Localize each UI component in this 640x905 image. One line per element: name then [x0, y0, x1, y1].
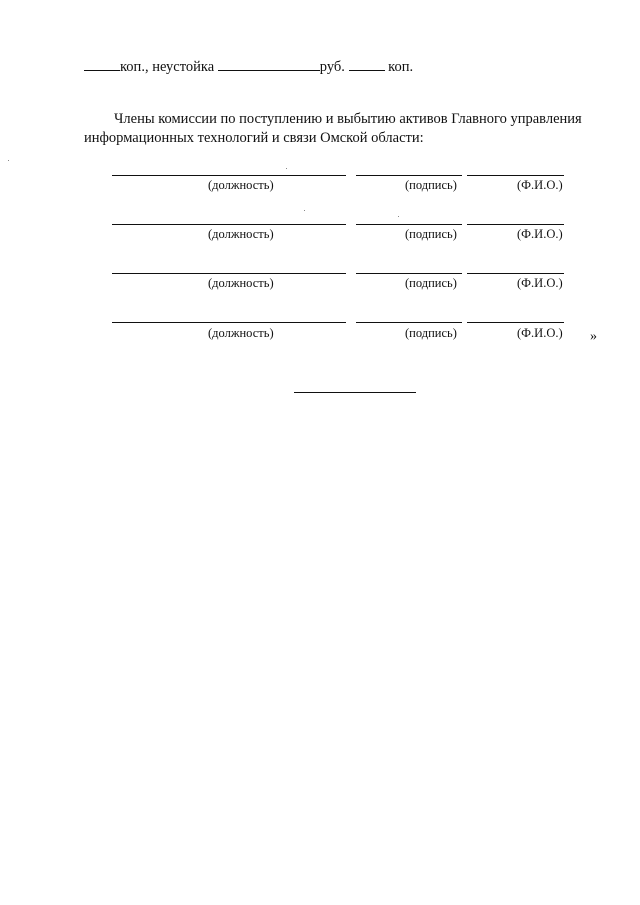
- kop-penalty-label: коп., неустойка: [120, 59, 215, 75]
- name-caption: (Ф.И.О.): [517, 326, 563, 340]
- signature-line: [356, 273, 462, 274]
- signature-caption: (подпись): [405, 227, 457, 241]
- scan-speck: [304, 210, 305, 211]
- name-line: [467, 175, 564, 176]
- rub-label: руб.: [319, 59, 345, 75]
- penalty-rub-blank: [218, 58, 320, 71]
- signature-caption: (подпись): [405, 326, 457, 340]
- signature-line: [356, 322, 462, 323]
- kop-end-label: коп.: [388, 59, 414, 75]
- signature-caption: (подпись): [405, 178, 457, 192]
- scan-speck: [8, 160, 9, 161]
- signature-caption: (подпись): [405, 276, 457, 290]
- position-caption: (должность): [208, 178, 274, 192]
- position-line: [112, 322, 346, 323]
- name-caption: (Ф.И.О.): [517, 276, 563, 290]
- position-caption: (должность): [208, 326, 274, 340]
- name-caption: (Ф.И.О.): [517, 227, 563, 241]
- scan-speck: [286, 168, 287, 169]
- commission-members-paragraph: Члены комиссии по поступлению и выбытию активов Главного управления информационных технологий и связи Омской области:: [84, 111, 582, 146]
- scan-speck: [398, 216, 399, 217]
- name-caption: (Ф.И.О.): [517, 178, 563, 192]
- name-line: [467, 322, 564, 323]
- name-line: [467, 273, 564, 274]
- name-line: [467, 224, 564, 225]
- signature-line: [356, 175, 462, 176]
- end-of-document-line: [294, 392, 416, 393]
- position-line: [112, 273, 346, 274]
- position-line: [112, 175, 346, 176]
- penalty-kop-blank: [349, 58, 385, 71]
- kop-blank: [84, 58, 120, 71]
- position-caption: (должность): [208, 276, 274, 290]
- position-caption: (должность): [208, 227, 274, 241]
- signature-line: [356, 224, 462, 225]
- penalty-line: [84, 58, 413, 76]
- closing-quote: »: [590, 329, 597, 344]
- position-line: [112, 224, 346, 225]
